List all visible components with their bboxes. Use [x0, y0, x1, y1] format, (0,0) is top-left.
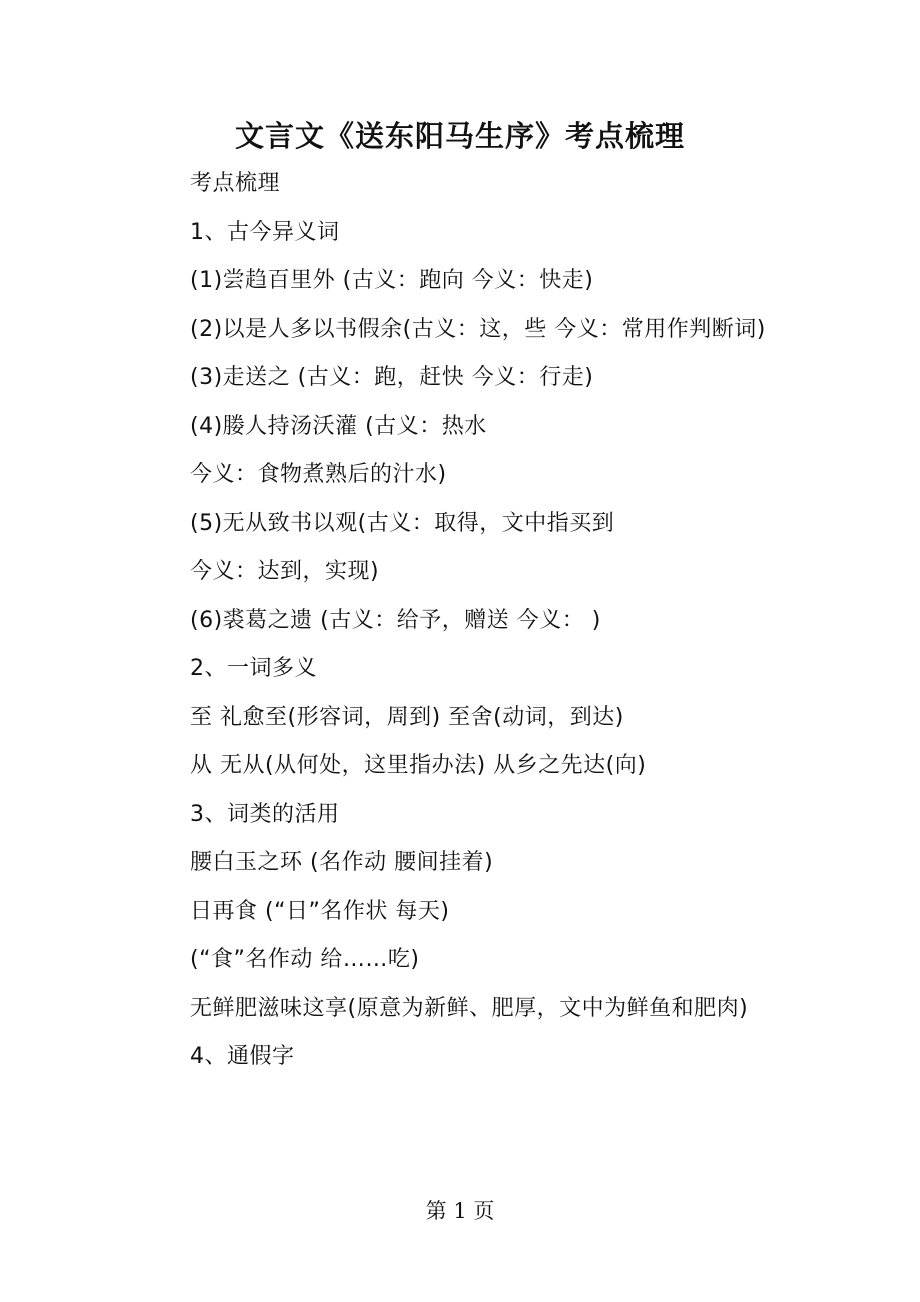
document-body [140, 160, 780, 1082]
section-heading: 4、通假字 [190, 1044, 295, 1069]
page-number: 第 1 页 [425, 1199, 495, 1223]
document-title: 文言文《送东阳马生序》考点梳理 [234, 119, 685, 153]
paragraph: (“食”名作动 给……吃) [190, 947, 420, 972]
section-heading: 2、一词多义 [190, 656, 317, 681]
paragraph: 腰白玉之环 (名作动 腰间挂着) [190, 850, 494, 875]
section-heading: 1、古今异义词 [190, 219, 340, 245]
paragraph: 至 礼愈至(形容词，周到) 至舍(动词，到达) [190, 704, 624, 730]
paragraph: 今义：食物煮熟后的汁水) [190, 462, 447, 487]
paragraph: (4)媵人持汤沃灌 (古义：热水 [190, 413, 487, 439]
paragraph: 今义：达到，实现) [190, 559, 380, 584]
paragraph: (5)无从致书以观(古义：取得，文中指买到 [190, 510, 615, 536]
paragraph: (3)走送之 (古义：跑，赶快 今义：行走) [190, 365, 594, 390]
paragraph: (6)裘葛之遗 (古义：给予，赠送 今义： ) [190, 607, 601, 633]
paragraph: (1)尝趋百里外 (古义：跑向 今义：快走) [190, 268, 594, 293]
paragraph: 考点梳理 [190, 171, 281, 196]
paragraph: 日再食 (“日”名作状 每天) [190, 898, 450, 924]
paragraph: (2)以是人多以书假余(古义：这，些 今义：常用作判断词) [190, 316, 766, 342]
paragraph: 从 无从(从何处，这里指办法) 从乡之先达(向) [190, 753, 647, 778]
paragraph: 无鲜肥滋味这享(原意为新鲜、肥厚，文中为鲜鱼和肥肉) [190, 995, 749, 1021]
section-heading: 3、词类的活用 [190, 801, 340, 827]
